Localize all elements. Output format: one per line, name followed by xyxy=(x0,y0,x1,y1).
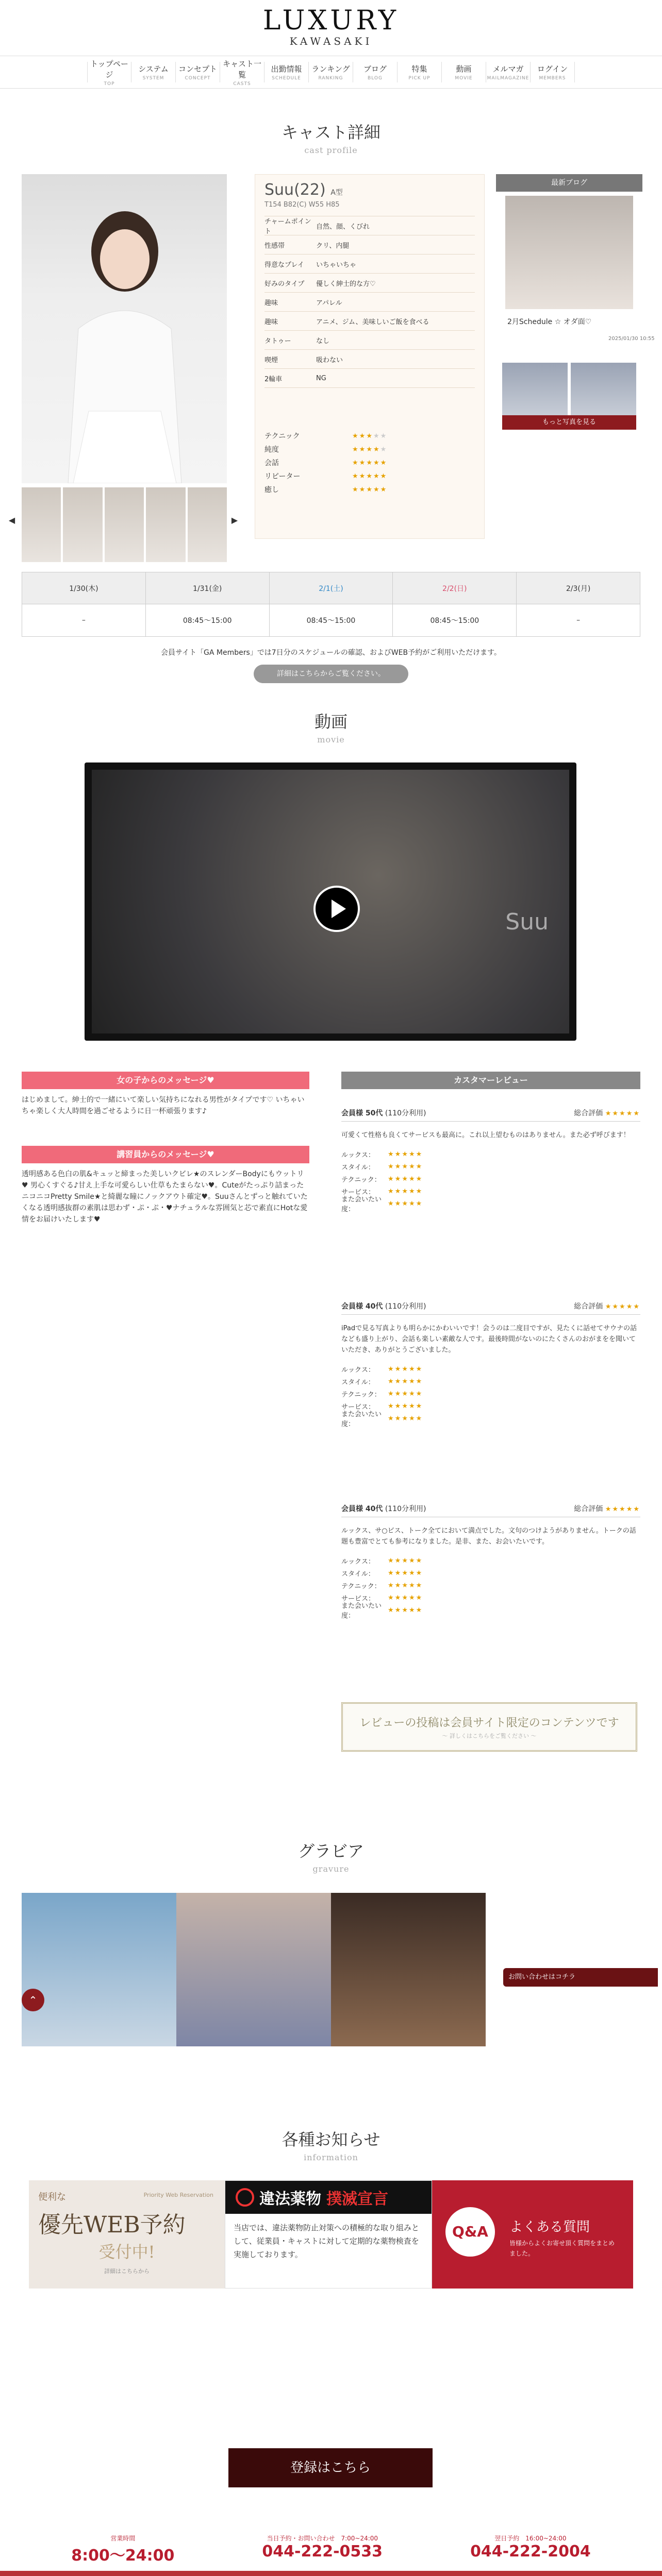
nav-sublabel: SCHEDULE xyxy=(272,76,301,81)
review-skill-label: テクニック： xyxy=(341,1176,381,1184)
nav-label: ログイン xyxy=(537,64,568,74)
web-banner-title: 優先WEB予約 xyxy=(38,2212,186,2238)
video-overlay-text: Suu xyxy=(505,909,549,935)
blog-header: 最新ブログ xyxy=(496,174,642,192)
review-use: (110分利用) xyxy=(385,1505,426,1513)
review-rating xyxy=(574,1108,640,1118)
schedule-days xyxy=(22,572,640,604)
star-rating-icon: ★★★★★ xyxy=(388,1150,423,1158)
star-rating-icon: ★★★★★ xyxy=(388,1377,423,1385)
members-notice: 会員サイト「GA Members」では7日分のスケジュールの確認、およびWEB予約がご利用いただけます。 xyxy=(160,649,501,657)
video-frame xyxy=(92,770,569,1033)
profile-row xyxy=(264,235,475,255)
news-subtitle: information xyxy=(304,2153,358,2162)
thumbnail[interactable] xyxy=(63,487,102,562)
anti-drug-text: 当店では、違法薬物防止対策への積極的な取り組みとして、従業員・キャストに対して定期的な薬物検査を実施しております。 xyxy=(234,2223,420,2259)
news-title: 各種お知らせ xyxy=(282,2130,380,2149)
register-button[interactable]: 登録はこちら xyxy=(228,2448,433,2487)
skill-row xyxy=(264,429,475,443)
review-who: 会員様 50代 xyxy=(341,1109,383,1117)
gravure-title: グラビア xyxy=(297,1841,364,1861)
cast-thumbnails xyxy=(22,487,227,562)
schedule-time: 08:45～15:00 xyxy=(146,604,270,636)
anti-drug-banner[interactable] xyxy=(225,2180,432,2289)
blog-caption[interactable]: 2月Schedule ☆ オダ面♡ xyxy=(507,318,592,326)
phone-number[interactable]: 8:00～24:00 xyxy=(71,2547,175,2565)
profile-key: 性感帯 xyxy=(264,242,285,250)
nav-label: ブログ xyxy=(363,64,387,74)
customer-reviews xyxy=(341,1072,640,1620)
faq-banner[interactable] xyxy=(432,2180,633,2289)
girl-message-text: はじめまして。紳士的で一緒にいて楽しい気持ちになれる男性がタイプです♡ いちゃいちゃ楽しく大人時間を過ごせるように日一杯頑張ります♪ xyxy=(22,1096,305,1115)
review-header xyxy=(341,1503,640,1517)
prohibited-icon xyxy=(236,2188,254,2207)
thumbnail[interactable] xyxy=(188,487,227,562)
thumbnail[interactable] xyxy=(22,487,61,562)
skill-label: リピーター xyxy=(264,472,301,481)
faq-title: よくある質問 xyxy=(509,2219,590,2235)
star-rating-icon: ★★★★★ xyxy=(388,1162,423,1171)
profile-row xyxy=(264,255,475,274)
review-skill-label: サービス： xyxy=(341,1188,375,1196)
profile-value: いちゃいちゃ xyxy=(316,261,357,269)
review-text: 可愛くて性格も良くてサービスも最高に。これ以上望むものはありません。また必ず呼びます！ xyxy=(341,1131,630,1139)
star-rating-icon: ★★★★★ xyxy=(352,459,388,467)
nav-item-top[interactable] xyxy=(87,59,131,87)
nav-item-ranking[interactable] xyxy=(309,62,353,82)
blood-type: A型 xyxy=(330,189,343,197)
review-skill-row xyxy=(341,1411,640,1428)
main-nav xyxy=(0,56,662,89)
review-skill-label: また会いたい度： xyxy=(341,1196,382,1213)
reviews-header: カスタマーレビュー xyxy=(341,1072,640,1089)
contact-label: 当日予約・お問い合わせ 7:00~24:00 xyxy=(267,2535,378,2542)
review-skill-row xyxy=(341,1387,640,1400)
thumb-next-button[interactable]: ▶ xyxy=(231,515,238,525)
nav-sublabel: BLOG xyxy=(368,76,383,81)
gravure-photo[interactable] xyxy=(22,1893,176,2046)
cast-section-title xyxy=(0,120,662,155)
nav-item-movie[interactable] xyxy=(442,62,486,82)
rating-label: 総合評価 xyxy=(574,1505,603,1513)
cast-name-line xyxy=(264,181,475,199)
schedule-time: – xyxy=(576,616,581,624)
skill-label: テクニック xyxy=(264,432,300,440)
review-skill-label: テクニック： xyxy=(341,1391,381,1399)
web-banner-link: 詳細はこちらから xyxy=(104,2268,150,2275)
skill-row xyxy=(264,443,475,456)
nav-item-pick-up[interactable] xyxy=(398,62,442,82)
nav-sublabel: PICK UP xyxy=(408,76,431,81)
gravure-section-title xyxy=(0,1838,662,1874)
messages xyxy=(22,1072,309,1225)
profile-value: 優しく紳士的な方♡ xyxy=(316,280,376,288)
rating-label: 総合評価 xyxy=(574,1109,603,1117)
anti-drug-head: 違法薬物 xyxy=(259,2190,321,2208)
review-author xyxy=(341,1503,426,1514)
contact-tab[interactable]: お問い合わせはコチラ xyxy=(503,1968,658,1987)
profile-key: タトゥー xyxy=(264,337,291,345)
nav-label: 動画 xyxy=(456,64,472,74)
skill-row xyxy=(264,483,475,496)
gravure-photo[interactable] xyxy=(331,1893,486,2046)
review-who: 会員様 40代 xyxy=(341,1505,383,1513)
contact-label: 翌日予約 16:00~24:00 xyxy=(494,2535,567,2542)
schedule-times xyxy=(22,604,640,636)
star-rating-icon: ★★★★★ xyxy=(388,1389,423,1398)
star-rating-icon: ★★★★★ xyxy=(352,432,388,440)
thumbnail[interactable] xyxy=(146,487,185,562)
review-skills xyxy=(341,1554,640,1620)
nav-sublabel: CONCEPT xyxy=(185,76,211,81)
thumb-prev-button[interactable]: ◀ xyxy=(8,515,15,525)
profile-key: 趣味 xyxy=(264,299,278,307)
qa-icon: Q&A xyxy=(445,2207,495,2257)
profile-key: 好みのタイプ xyxy=(264,280,305,288)
review-skills xyxy=(341,1363,640,1428)
contact-block xyxy=(262,2534,383,2565)
review-skill-label: ルックス： xyxy=(341,1151,375,1159)
profile-value: アパレル xyxy=(316,299,342,307)
profile-key: 喫煙 xyxy=(264,356,278,364)
star-rating-icon: ★★★★★ xyxy=(388,1414,423,1422)
review-rating xyxy=(574,1503,640,1514)
review-author xyxy=(341,1301,426,1311)
star-rating-icon: ★★★★★ xyxy=(605,1110,640,1117)
video-player[interactable] xyxy=(85,762,576,1041)
anti-drug-head2: 撲滅宣言 xyxy=(326,2190,388,2208)
review-item xyxy=(341,1503,640,1620)
nav-item-members[interactable] xyxy=(531,62,575,82)
review-skill-label: テクニック： xyxy=(341,1582,381,1590)
faq-text: 皆様からよくお寄せ頂く質問をまとめました。 xyxy=(509,2240,615,2257)
schedule-time: 08:45～15:00 xyxy=(270,604,393,636)
phone-number[interactable]: 044-222-2004 xyxy=(470,2543,591,2561)
review-item xyxy=(341,1108,640,1213)
review-skill-label: スタイル： xyxy=(341,1570,375,1578)
movie-subtitle: movie xyxy=(317,735,345,744)
schedule-time: – xyxy=(22,604,146,636)
review-skill-row xyxy=(341,1567,640,1579)
review-skill-label: ルックス： xyxy=(341,1366,375,1374)
nav-sublabel: MAILMAGAZINE xyxy=(487,76,529,81)
news-banners xyxy=(29,2180,633,2289)
review-skill-row xyxy=(341,1196,640,1213)
nav-label: キャスト一覧 xyxy=(222,59,261,79)
profile-key: 2輪車 xyxy=(264,375,283,383)
movie-section-title xyxy=(0,709,662,744)
review-skill-label: サービス： xyxy=(341,1403,375,1411)
review-skill-label: サービス： xyxy=(341,1595,375,1603)
profile-value: NG xyxy=(316,374,326,382)
profile-row xyxy=(264,331,475,350)
profile-row xyxy=(264,350,475,369)
star-rating-icon: ★★★★★ xyxy=(388,1569,423,1577)
staff-message-header: 講習員からのメッセージ♥ xyxy=(22,1146,309,1163)
review-skill-label: スタイル： xyxy=(341,1163,375,1172)
profile-row xyxy=(264,312,475,331)
nav-sublabel: RANKING xyxy=(318,76,343,81)
web-reservation-banner[interactable] xyxy=(29,2180,225,2289)
contact-block xyxy=(71,2534,174,2565)
review-header xyxy=(341,1301,640,1315)
review-skill-label: また会いたい度： xyxy=(341,1411,382,1428)
review-use: (110分利用) xyxy=(385,1109,426,1117)
play-icon[interactable] xyxy=(313,886,360,932)
star-rating-icon: ★★★★★ xyxy=(352,485,388,494)
movie-title: 動画 xyxy=(314,712,347,732)
blog-more-button[interactable]: もっと写真を見る xyxy=(502,415,636,430)
review-skill-row xyxy=(341,1602,640,1620)
back-to-top-icon[interactable]: ⌃ xyxy=(22,1989,44,2011)
schedule-day: 1/31(金) xyxy=(146,572,270,604)
star-rating-icon: ★★★★★ xyxy=(352,445,388,453)
profile-value: アニメ、ジム、美味しいご飯を食べる xyxy=(316,318,429,326)
contact-block xyxy=(470,2534,591,2565)
nav-label: メルマガ xyxy=(492,64,524,74)
profile-value: なし xyxy=(316,337,330,345)
cast-name: Suu(22) xyxy=(264,181,326,199)
review-skill-row xyxy=(341,1148,640,1160)
anti-drug-header xyxy=(225,2181,432,2214)
schedule-day: 1/30(木) xyxy=(22,572,146,604)
rating-label: 総合評価 xyxy=(574,1302,603,1311)
profile-key: 趣味 xyxy=(264,318,278,326)
star-rating-icon: ★★★★★ xyxy=(388,1175,423,1183)
nav-label: コンセプト xyxy=(178,64,217,74)
star-rating-icon: ★★★★★ xyxy=(388,1581,423,1589)
review-skills xyxy=(341,1148,640,1213)
star-rating-icon: ★★★★★ xyxy=(605,1303,640,1311)
nav-sublabel: CASTS xyxy=(233,81,251,87)
skill-row xyxy=(264,456,475,469)
contact-info xyxy=(0,2534,662,2565)
blog-date: 2025/01/30 10:55 xyxy=(608,336,655,342)
skill-label: 純度 xyxy=(264,446,279,454)
cast-measurements: T154 B82(C) W55 H85 xyxy=(264,201,340,209)
profile-row xyxy=(264,293,475,312)
schedule-time: 08:45～15:00 xyxy=(393,604,517,636)
cast-profile xyxy=(255,174,485,539)
site-logo[interactable]: LUXURY xyxy=(262,5,400,36)
profile-table xyxy=(264,216,475,388)
review-rating xyxy=(574,1301,640,1311)
gravure-subtitle: gravure xyxy=(312,1864,350,1874)
review-who: 会員様 40代 xyxy=(341,1302,383,1311)
review-author xyxy=(341,1108,426,1118)
star-rating-icon: ★★★★★ xyxy=(388,1187,423,1195)
review-banner-subtext: ～ 詳しくはこちらをご覧ください ～ xyxy=(442,1733,537,1739)
site-footer xyxy=(0,2571,662,2576)
review-skill-row xyxy=(341,1160,640,1173)
skill-label: 癒し xyxy=(264,486,279,494)
star-rating-icon: ★★★★★ xyxy=(388,1594,423,1602)
review-skill-row xyxy=(341,1579,640,1591)
review-banner-text: レビューの投稿は会員サイト限定のコンテンツです xyxy=(359,1717,619,1730)
schedule-table xyxy=(22,572,640,637)
site-header xyxy=(0,0,662,56)
news-section-title xyxy=(0,2127,662,2162)
nav-item-system[interactable] xyxy=(131,62,176,82)
staff-message-text: 透明感ある色白の肌&キュッと締まった美しいクビレ★のスレンダーBodyにもウットリ♥ 男心くすぐる♪甘え上手な可愛らしい仕草もたまらない♥。Cuteがたっぷり詰まったニコニコPretty Smile★と綺麗な瞳にノックアウト確定♥。Suuさんとずっと触れていたくなる透明感抜群の素肌は思わず・ぷ・ぷ・♥ナチュラルな雰囲気と芯で素直にHotな愛情をお届けいたします♥ xyxy=(22,1170,308,1224)
nav-sublabel: TOP xyxy=(104,81,115,87)
nav-item-casts[interactable] xyxy=(220,59,264,87)
page-title: キャスト詳細 xyxy=(281,123,380,142)
nav-label: 出勤情報 xyxy=(271,64,302,74)
review-skill-row xyxy=(341,1375,640,1387)
profile-value: クリ、内腿 xyxy=(316,242,350,250)
review-item xyxy=(341,1301,640,1428)
nav-label: 特集 xyxy=(411,64,427,74)
girl-message-header: 女の子からのメッセージ♥ xyxy=(22,1072,309,1089)
review-skill-row xyxy=(341,1554,640,1567)
review-skill-label: また会いたい度： xyxy=(341,1602,382,1620)
schedule-day: 2/1(土) xyxy=(270,572,393,604)
nav-label: システム xyxy=(138,64,169,74)
profile-key: チャームポイント xyxy=(264,218,311,235)
profile-row xyxy=(264,274,475,293)
nav-item-blog[interactable] xyxy=(353,62,398,82)
profile-key: 得意なプレイ xyxy=(264,261,304,269)
nav-sublabel: MOVIE xyxy=(455,76,473,81)
skill-ratings xyxy=(264,429,475,496)
review-text: iPadで見る写真よりも明らかにかわいいです！会うのは二度目ですが、見たくに話せてサウナの話なども盛り上がり、会話も楽しい素敵な人です。最後時間がないのにたくさんのおがまをを聞いていただき、ありがとうございました。 xyxy=(341,1325,637,1354)
profile-row xyxy=(264,369,475,388)
star-rating-icon: ★★★★★ xyxy=(388,1402,423,1410)
review-text: ルックス、サ○ビス、トーク全てにおいて満点でした。文句のつけようがありません。トークの話題も豊富でとても参考になりました。是非、また、お会いたいです。 xyxy=(341,1527,636,1546)
review-skill-row xyxy=(341,1363,640,1375)
contact-label: 営業時間 xyxy=(110,2535,136,2542)
skill-label: 会話 xyxy=(264,459,279,467)
nav-item-concept[interactable] xyxy=(176,62,220,82)
thumbnail[interactable] xyxy=(105,487,144,562)
nav-sublabel: SYSTEM xyxy=(142,76,164,81)
nav-label: トップページ xyxy=(90,59,128,79)
nav-sublabel: MEMBERS xyxy=(539,76,566,81)
review-skill-label: スタイル： xyxy=(341,1378,375,1386)
blog-latest-image[interactable] xyxy=(505,196,633,309)
schedule-day: 2/3(月) xyxy=(566,584,591,593)
cast-main-photo[interactable] xyxy=(22,174,227,483)
web-banner-label: 受付中! xyxy=(98,2242,155,2262)
review-skill-label: ルックス： xyxy=(341,1557,375,1566)
star-rating-icon: ★★★★★ xyxy=(352,472,388,480)
profile-row xyxy=(264,216,475,235)
review-members-banner[interactable] xyxy=(341,1702,637,1752)
cast-photo-illustration xyxy=(22,174,227,483)
nav-label: ランキング xyxy=(311,64,350,74)
profile-value: 自然、顔、くびれ xyxy=(316,223,370,231)
web-banner-en: Priority Web Reservation xyxy=(143,2192,213,2198)
profile-value: 吸わない xyxy=(316,356,343,364)
nav-item-schedule[interactable] xyxy=(264,62,309,82)
phone-number[interactable]: 044-222-0533 xyxy=(262,2543,383,2561)
skill-row xyxy=(264,469,475,483)
star-rating-icon: ★★★★★ xyxy=(388,1606,423,1614)
star-rating-icon: ★★★★★ xyxy=(388,1365,423,1373)
gravure-photo[interactable] xyxy=(176,1893,331,2046)
review-use: (110分利用) xyxy=(385,1302,426,1311)
review-header xyxy=(341,1108,640,1122)
review-skill-row xyxy=(341,1173,640,1185)
web-banner-small: 便利な xyxy=(38,2192,66,2202)
star-rating-icon: ★★★★★ xyxy=(388,1556,423,1565)
site-logo-sub: KAWASAKI xyxy=(289,35,373,47)
gravure-gallery xyxy=(22,1893,486,2046)
page-subtitle: cast profile xyxy=(304,145,358,155)
members-detail-button[interactable]: 詳細はこちらからご覧ください。 xyxy=(254,665,408,683)
star-rating-icon: ★★★★★ xyxy=(388,1199,423,1208)
schedule-day: 2/2(日) xyxy=(393,572,517,604)
star-rating-icon: ★★★★★ xyxy=(605,1505,640,1513)
nav-item-mailmagazine[interactable] xyxy=(486,62,531,82)
